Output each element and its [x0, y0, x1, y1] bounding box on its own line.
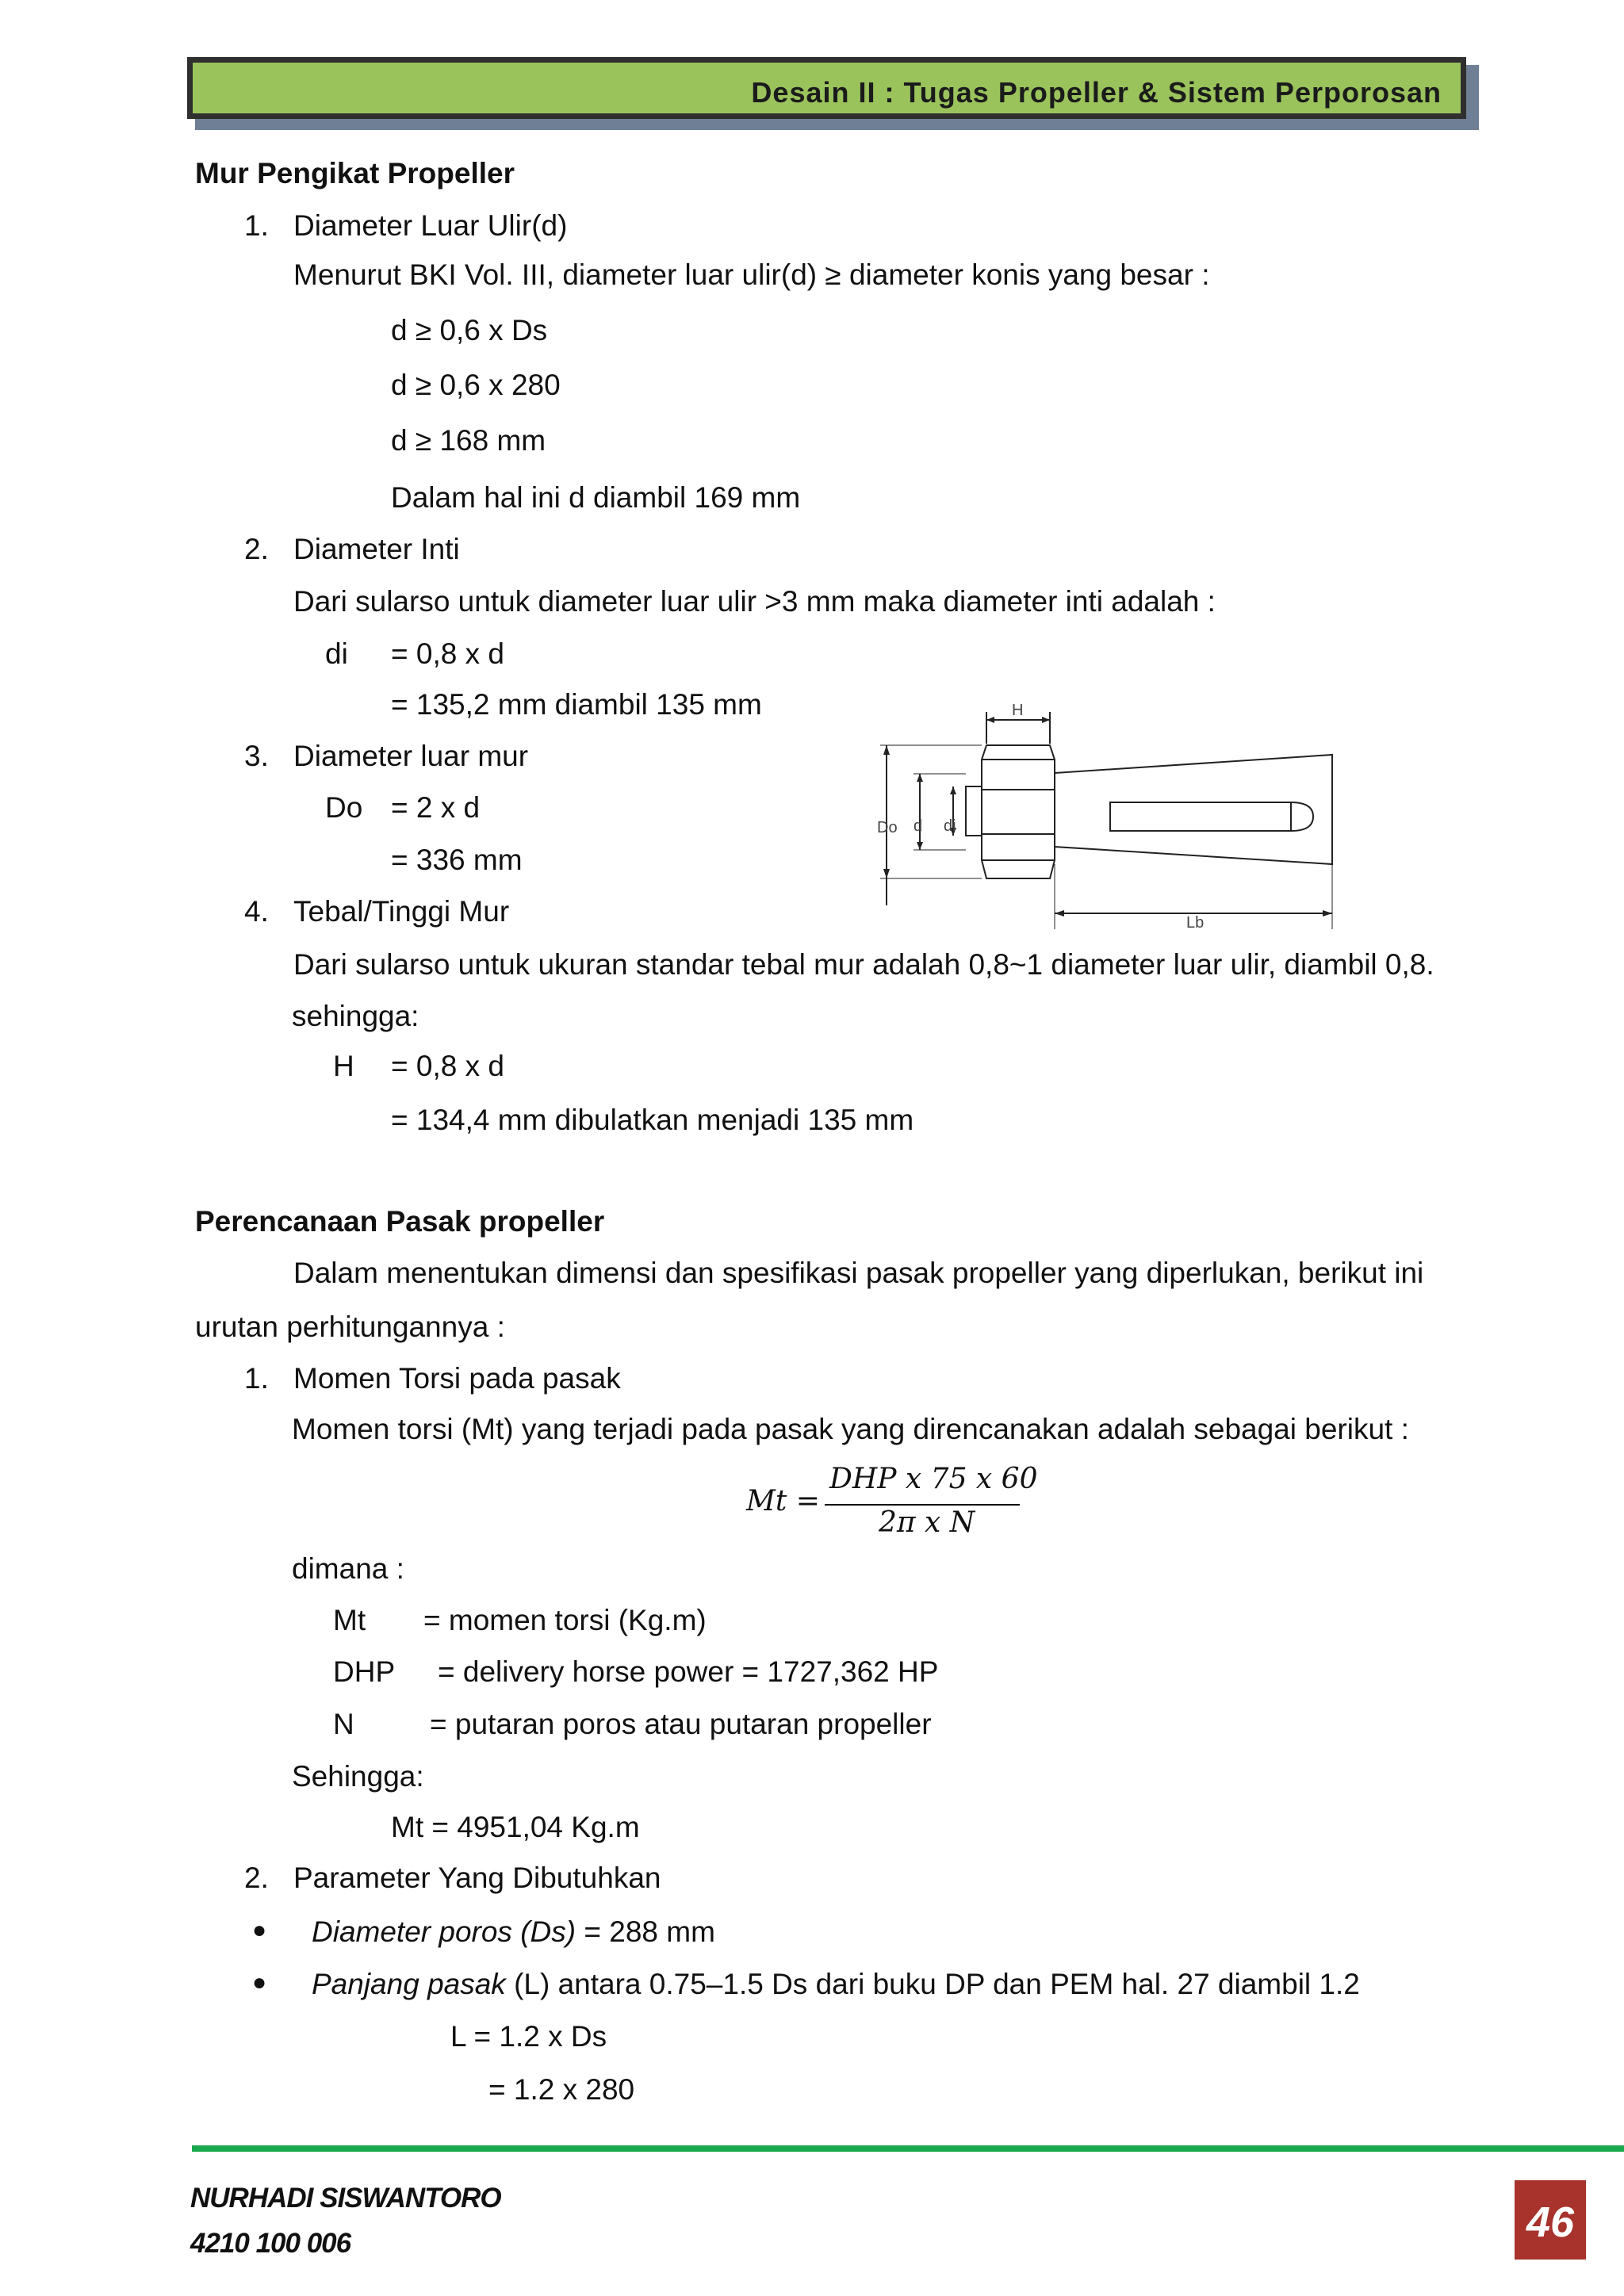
def-desc: = delivery horse power = 1727,362 HP — [438, 1655, 939, 1688]
bullet-italic: Diameter poros (Ds) — [312, 1915, 576, 1948]
dim-label-h: H — [1012, 702, 1024, 719]
author-id: 4210 100 006 — [190, 2228, 351, 2259]
calc-line: Mt = 4951,04 Kg.m — [391, 1811, 640, 1843]
intro-text: Dalam menentukan dimensi dan spesifikasi pasak propeller yang diperlukan, berikut ini — [293, 1257, 1424, 1289]
section-heading-mur-pengikat: Mur Pengikat Propeller — [195, 157, 515, 189]
page-number: 46 — [1526, 2198, 1575, 2246]
calc-line: = 134,4 mm dibulatkan menjadi 135 mm — [391, 1104, 914, 1136]
item-text: sehingga: — [292, 1000, 419, 1032]
bullet-italic: Panjang pasak — [312, 1968, 506, 2000]
calc-line: = 135,2 mm diambil 135 mm — [391, 688, 762, 721]
list-number: 2. — [244, 1862, 269, 1894]
item-title: Momen Torsi pada pasak — [293, 1362, 621, 1395]
item-title: Diameter luar mur — [293, 740, 529, 772]
bullet-item — [312, 1969, 1360, 1999]
item-text: Sehingga: — [292, 1760, 424, 1793]
dim-label-d: d — [914, 817, 923, 835]
calc-line: = 0,8 x d — [391, 1050, 504, 1082]
page-number-box — [1515, 2180, 1586, 2260]
item-text: Dari sularso untuk ukuran standar tebal mur adalah 0,8~1 diameter luar ulir, diambil 0,8. — [293, 948, 1434, 981]
formula-lhs: Mt = — [746, 1485, 820, 1517]
calc-line: = 2 x d — [391, 791, 481, 824]
list-number: 1. — [244, 1362, 269, 1395]
calc-line: d ≥ 168 mm — [391, 424, 546, 457]
calc-line: L = 1.2 x Ds — [450, 2020, 607, 2053]
bullet-item — [312, 1917, 715, 1946]
author-name: NURHADI SISWANTORO — [190, 2183, 501, 2214]
bullet-text: = 288 mm — [576, 1915, 715, 1948]
def-desc: = momen torsi (Kg.m) — [423, 1604, 707, 1636]
calc-label: H — [333, 1050, 354, 1082]
item-title: Parameter Yang Dibutuhkan — [293, 1862, 661, 1894]
item-text: Menurut BKI Vol. III, diameter luar ulir(d) ≥ diameter konis yang besar : — [293, 258, 1210, 291]
intro-text: urutan perhitungannya : — [195, 1311, 505, 1343]
bullet-icon: ● — [252, 1969, 267, 1996]
def-symbol: DHP — [333, 1655, 396, 1688]
item-text: Dari sularso untuk diameter luar ulir >3 mm maka diameter inti adalah : — [293, 585, 1216, 618]
calc-label: Do — [325, 791, 363, 824]
def-symbol: N — [333, 1708, 354, 1740]
propeller-nut-diagram — [864, 698, 1348, 936]
header-banner-fill — [193, 63, 1461, 113]
formula-numerator: DHP x 75 x 60 — [829, 1463, 1038, 1495]
calc-label: di — [325, 637, 348, 670]
where-label: dimana : — [292, 1552, 404, 1585]
calc-line: Dalam hal ini d diambil 169 mm — [391, 481, 801, 514]
list-number: 1. — [244, 209, 269, 242]
dim-label-di: di — [944, 817, 956, 835]
calc-line: d ≥ 0,6 x Ds — [391, 314, 548, 346]
item-title: Diameter Inti — [293, 533, 460, 565]
formula-fraction-bar — [825, 1504, 1020, 1506]
def-symbol: Mt — [333, 1604, 366, 1636]
item-title: Diameter Luar Ulir(d) — [293, 209, 568, 242]
footer-rule — [192, 2145, 1624, 2152]
item-text: Momen torsi (Mt) yang terjadi pada pasak yang direncanakan adalah sebagai berikut : — [292, 1413, 1409, 1445]
list-number: 3. — [244, 740, 269, 772]
section-heading-pasak: Perencanaan Pasak propeller — [195, 1205, 605, 1238]
bullet-text: (L) antara 0.75–1.5 Ds dari buku DP dan PEM hal. 27 diambil 1.2 — [505, 1968, 1360, 2000]
list-number: 2. — [244, 533, 269, 565]
calc-line: = 336 mm — [391, 844, 523, 876]
list-number: 4. — [244, 895, 269, 928]
calc-line: d ≥ 0,6 x 280 — [391, 369, 561, 401]
header-banner — [187, 57, 1466, 119]
calc-line: = 1.2 x 280 — [488, 2073, 635, 2106]
formula-denominator: 2π x N — [879, 1506, 975, 1539]
dim-label-do: Do — [877, 819, 898, 836]
dim-label-lb: Lb — [1186, 914, 1205, 932]
header-title: Desain II : Tugas Propeller & Sistem Perporosan — [751, 76, 1442, 109]
calc-line: = 0,8 x d — [391, 637, 504, 670]
bullet-icon: ● — [252, 1917, 267, 1943]
item-title: Tebal/Tinggi Mur — [293, 895, 510, 928]
def-desc: = putaran poros atau putaran propeller — [430, 1708, 932, 1740]
